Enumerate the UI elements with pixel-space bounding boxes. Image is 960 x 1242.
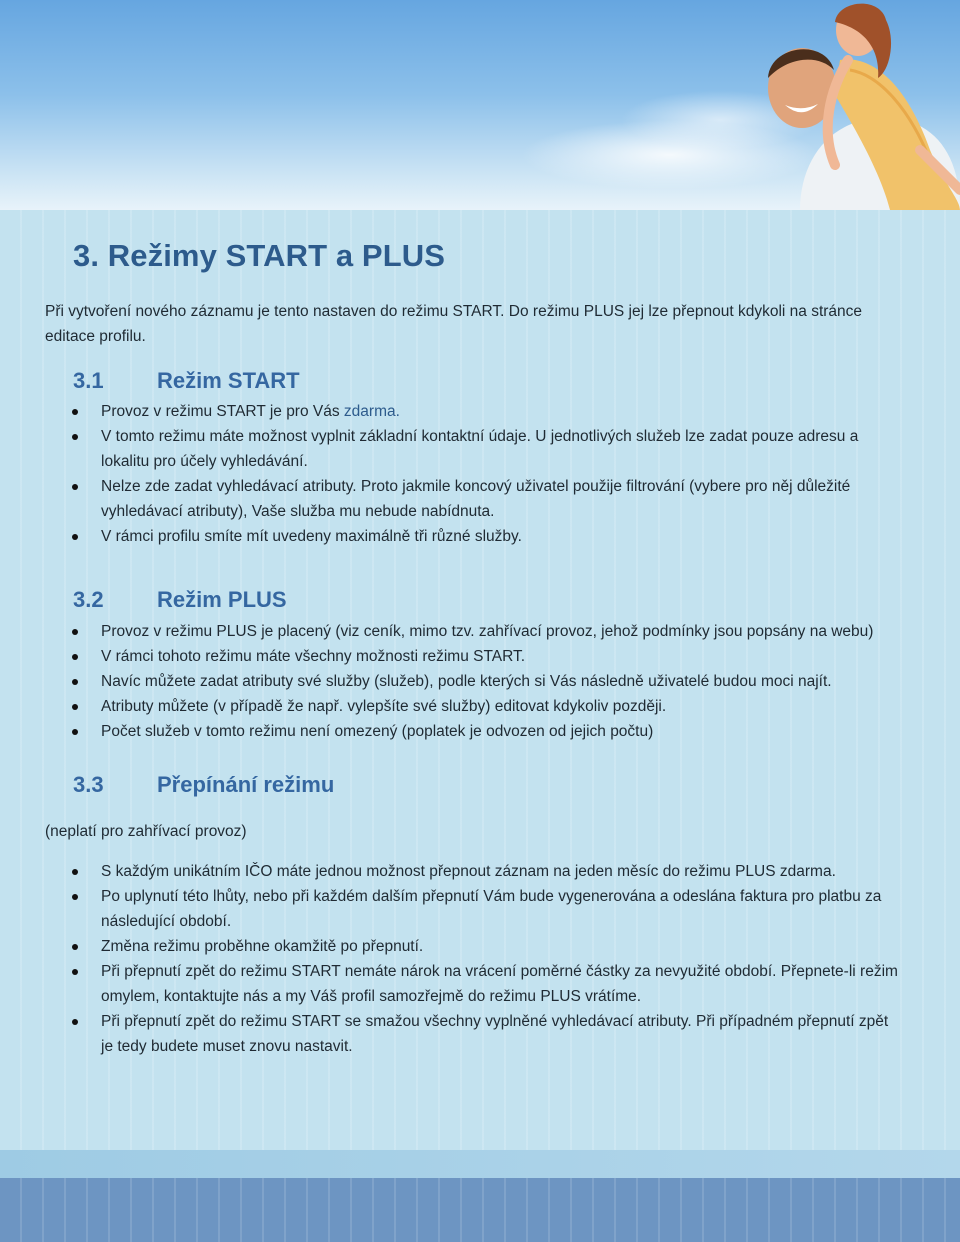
free-highlight: zdarma.	[343, 403, 400, 420]
section-number: 3.2	[73, 587, 104, 612]
section-heading-start	[73, 368, 300, 394]
intro-paragraph: Při vytvoření nového záznamu je tento nastaven do režimu START. Do režimu PLUS jej lze přepnout kdykoli na stránce editace profilu.	[45, 303, 863, 345]
list-item: Počet služeb v tomto režimu není omezený (poplatek je odvozen od jejich počtu)	[0, 719, 900, 744]
bullet-icon	[72, 409, 78, 415]
bullet-icon	[72, 534, 78, 540]
list-item: V rámci tohoto režimu máte všechny možnosti režimu START.	[0, 644, 900, 669]
section-title: Režim PLUS	[157, 587, 287, 612]
section-number: 3.3	[73, 772, 104, 797]
header-banner	[0, 0, 960, 210]
switching-list	[0, 859, 900, 1059]
bullet-icon	[72, 1019, 78, 1025]
list-item: Při přepnutí zpět do režimu START se smažou všechny vyplněné vyhledávací atributy. Při případném přepnutí zpět je tedy budete muset znovu nastavit.	[0, 1009, 900, 1059]
page-title	[73, 238, 445, 274]
bullet-icon	[72, 729, 78, 735]
plus-mode-list	[0, 619, 900, 744]
list-item: Při přepnutí zpět do režimu START nemáte nárok na vrácení poměrné částky za nevyužité období. Přepnete-li režim omylem, kontaktujte nás a my Váš profil samozřejmě do režimu PLUS vrátíme.	[0, 959, 900, 1009]
page-title-text: Režimy START a PLUS	[107, 238, 446, 273]
bullet-icon	[72, 969, 78, 975]
start-mode-list	[0, 399, 900, 549]
section-note: (neplatí pro zahřívací provoz)	[45, 823, 247, 840]
section-title: Režim START	[157, 368, 300, 393]
list-item: V tomto režimu máte možnost vyplnit základní kontaktní údaje. U jednotlivých služeb lze zadat pouze adresu a lokalitu pro účely vyhledávání.	[0, 424, 900, 474]
list-item: Provoz v režimu PLUS je placený (viz ceník, mimo tzv. zahřívací provoz, jehož podmínky jsou popsány na webu)	[0, 619, 900, 644]
bullet-icon	[72, 894, 78, 900]
list-item: Atributy můžete (v případě že např. vylepšíte své služby) editovat kdykoliv později.	[0, 694, 900, 719]
bullet-icon	[72, 704, 78, 710]
list-item: Navíc můžete zadat atributy své služby (služeb), podle kterých si Vás následně uživatelé budou moci najít.	[0, 669, 900, 694]
list-item: V rámci profilu smíte mít uvedeny maximálně tři různé služby.	[0, 524, 900, 549]
bullet-icon	[72, 869, 78, 875]
family-photo	[730, 0, 960, 210]
list-item: Po uplynutí této lhůty, nebo při každém dalším přepnutí Vám bude vygenerována a odeslána faktura pro platbu za následující období.	[0, 884, 900, 934]
bullet-icon	[72, 944, 78, 950]
section-heading-plus	[73, 587, 287, 613]
bullet-icon	[72, 629, 78, 635]
section-heading-switching	[73, 772, 334, 798]
page-title-number: 3.	[73, 238, 100, 273]
bullet-icon	[72, 434, 78, 440]
footer-band	[0, 1150, 960, 1178]
bullet-icon	[72, 484, 78, 490]
list-item: Nelze zde zadat vyhledávací atributy. Proto jakmile koncový uživatel použije filtrování (vybere pro něj důležité vyhledávací atributy), Vaše služba mu nebude nabídnuta.	[0, 474, 900, 524]
list-item: Změna režimu proběhne okamžitě po přepnutí.	[0, 934, 900, 959]
bullet-icon	[72, 654, 78, 660]
footer-bar	[0, 1178, 960, 1242]
list-item: S každým unikátním IČO máte jednou možnost přepnout záznam na jeden měsíc do režimu PLUS zdarma.	[0, 859, 900, 884]
bullet-icon	[72, 679, 78, 685]
section-number: 3.1	[73, 368, 104, 393]
list-item: Provoz v režimu START je pro Vás zdarma.	[0, 399, 900, 424]
section-title: Přepínání režimu	[157, 772, 335, 797]
